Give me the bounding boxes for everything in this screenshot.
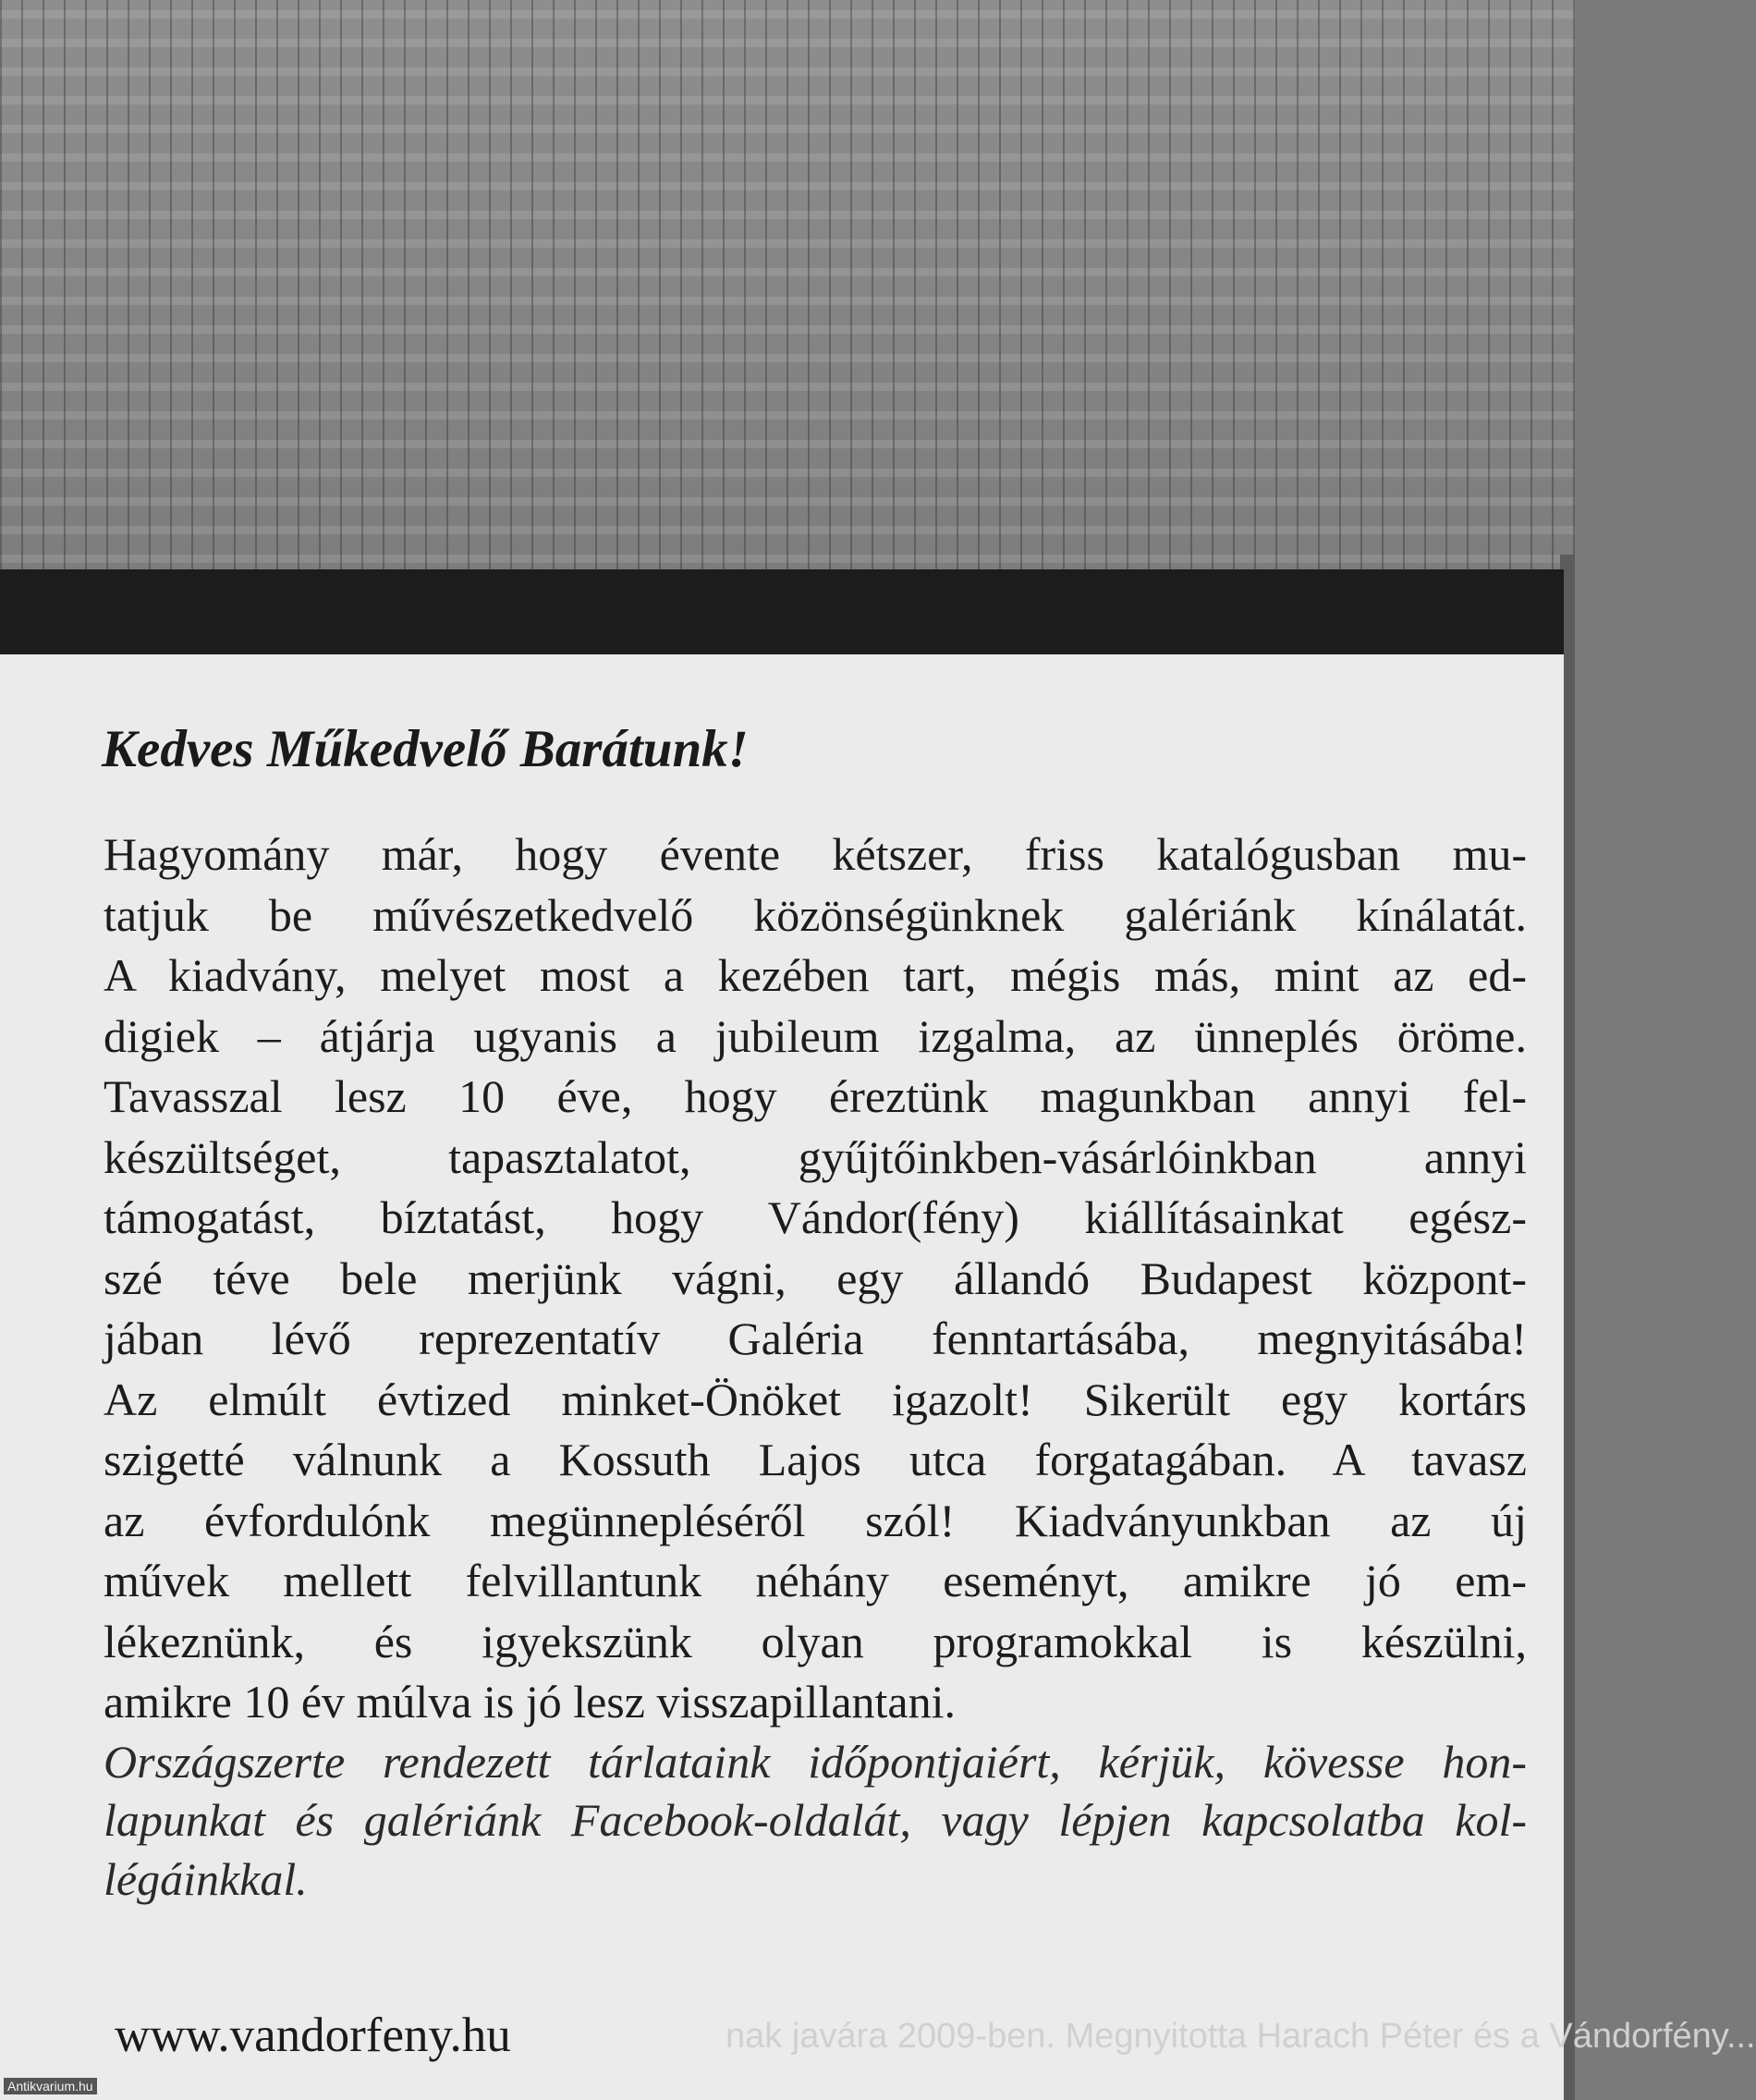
letter-line: szé téve bele merjünk vágni, egy állandó Budapest központ- xyxy=(104,1251,1527,1304)
letter-line: Az elmúlt évtized minket-Önöket igazolt! Sikerült egy kortárs xyxy=(104,1373,1527,1425)
letter-line: amikre 10 év múlva is jó lesz visszapillantani. xyxy=(104,1676,956,1728)
letter-line: készültséget, tapasztalatot, gyűjtőinkben-vásárlóinkban annyi xyxy=(104,1130,1527,1183)
show-through-caption: nak javára 2009-ben. Megnyitotta Harach Péter és a Vándorfény... xyxy=(726,2017,1756,2056)
source-watermark: Antikvarium.hu xyxy=(4,2078,97,2094)
letter-greeting: Kedves Műkedvelő Barátunk! xyxy=(102,720,749,778)
closing-note-line: Országszerte rendezett tárlataink időpontjaiért, kérjük, kövesse hon- xyxy=(104,1735,1527,1788)
page-top-band xyxy=(0,569,1564,654)
website-url: www.vandorfeny.hu xyxy=(115,2008,511,2062)
letter-line: A kiadvány, melyet most a kezében tart, mégis más, mint az ed- xyxy=(104,949,1527,1001)
letter-line: az évfordulónk megünnepléséről szól! Kiadványunkban az új xyxy=(104,1494,1527,1546)
letter-line: tatjuk be művészetkedvelő közönségünknek galériánk kínálatát. xyxy=(104,888,1527,941)
letter-line: lékeznünk, és igyekszünk olyan programokkal is készülni, xyxy=(104,1615,1527,1667)
letter-line: Tavasszal lesz 10 éve, hogy éreztünk magunkban annyi fel- xyxy=(104,1070,1527,1122)
letter-line: Hagyomány már, hogy évente kétszer, friss katalógusban mu- xyxy=(104,828,1527,880)
letter-body xyxy=(104,824,1527,1909)
closing-note-line: lapunkat és galériánk Facebook-oldalát, vagy lépjen kapcsolatba kol- xyxy=(104,1794,1527,1846)
closing-note-line: légáinkkal. xyxy=(104,1852,308,1905)
catalog-page xyxy=(0,569,1756,2100)
letter-line: támogatást, bíztatást, hogy Vándor(fény) kiállításainkat egész- xyxy=(104,1191,1527,1243)
letter-line: jában lévő reprezentatív Galéria fenntartásába, megnyitásába! xyxy=(104,1312,1527,1364)
letter-line: szigetté válnunk a Kossuth Lajos utca forgatagában. A tavasz xyxy=(104,1434,1527,1485)
background-surface xyxy=(0,0,1575,592)
letter-line: művek mellett felvillantunk néhány eseményt, amikre jó em- xyxy=(104,1555,1527,1606)
letter-line: digiek – átjárja ugyanis a jubileum izgalma, az ünneplés öröme. xyxy=(104,1009,1527,1062)
